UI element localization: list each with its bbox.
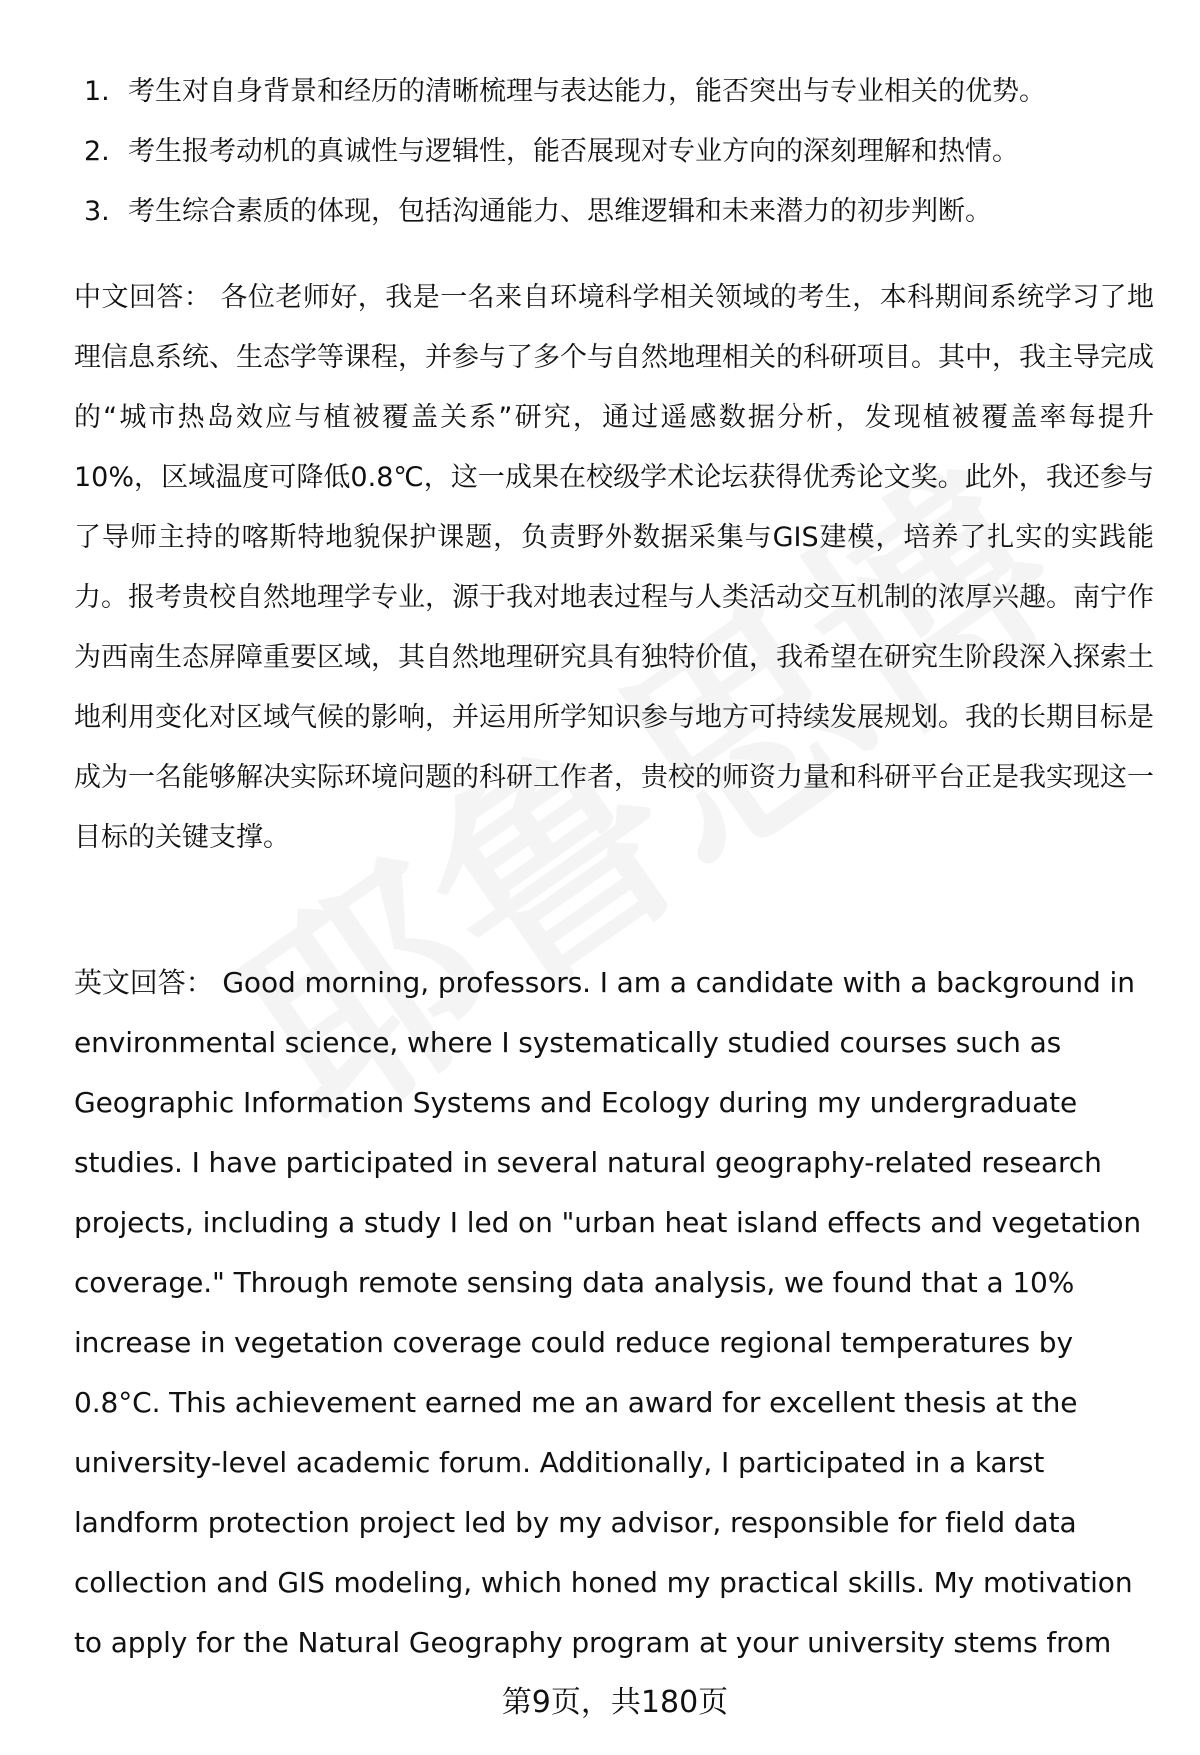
- english-answer-text: Good morning, professors. I am a candidate with a background in environmental science, where I systematically studied courses such as Geographic Information Systems and Ecology during my undergraduate studies. I have participated in several natural geography-related research projects, including a study I led on "urban heat island effects and vegetation coverage." Through remote sensing data analysis, we found that a 10% increase in vegetation coverage could reduce regional temperatures by 0.8°C. This achievement earned me an award for excellent thesis at the university-level academic forum. Additionally, I participated in a karst landform protection project led by my advisor, responsible for field data collection and GIS modeling, which honed my practical skills. My motivation to apply for the Natural Geography program at your university stems from: [74, 966, 1142, 1659]
- criteria-text: 考生对自身背景和经历的清晰梳理与表达能力，能否突出与专业相关的优势。: [128, 76, 1046, 107]
- english-answer-paragraph: [74, 953, 1154, 1673]
- criteria-text: 考生综合素质的体现，包括沟通能力、思维逻辑和未来潜力的初步判断。: [128, 196, 992, 227]
- criteria-item: [84, 122, 1144, 182]
- criteria-number: 3.: [84, 196, 110, 227]
- criteria-text: 考生报考动机的真诚性与逻辑性，能否展现对专业方向的深刻理解和热情。: [128, 136, 1019, 167]
- criteria-number: 1.: [84, 76, 110, 107]
- chinese-answer-label: 中文回答：: [74, 282, 212, 313]
- criteria-item: [84, 182, 1144, 242]
- criteria-item: [84, 62, 1144, 122]
- chinese-answer-paragraph: [74, 268, 1154, 868]
- criteria-number: 2.: [84, 136, 110, 167]
- evaluation-criteria-list: [84, 62, 1144, 242]
- page-indicator: 第9页，共180页: [501, 1685, 729, 1720]
- chinese-answer-text: 各位老师好，我是一名来自环境科学相关领域的考生，本科期间系统学习了地理信息系统、生态学等课程，并参与了多个与自然地理相关的科研项目。其中，我主导完成的“城市热岛效应与植被覆盖关系”研究，通过遥感数据分析，发现植被覆盖率每提升10%，区域温度可降低0.8℃，这一成果在校级学术论坛获得优秀论文奖。此外，我还参与了导师主持的喀斯特地貌保护课题，负责野外数据采集与GIS建模，培养了扎实的实践能力。报考贵校自然地理学专业，源于我对地表过程与人类活动交互机制的浓厚兴趣。南宁作为西南生态屏障重要区域，其自然地理研究具有独特价值，我希望在研究生阶段深入探索土地利用变化对区域气候的影响，并运用所学知识参与地方可持续发展规划。我的长期目标是成为一名能够解决实际环境问题的科研工作者，贵校的师资力量和科研平台正是我实现这一目标的关键支撑。: [74, 282, 1155, 853]
- english-answer-label: 英文回答：: [74, 966, 214, 999]
